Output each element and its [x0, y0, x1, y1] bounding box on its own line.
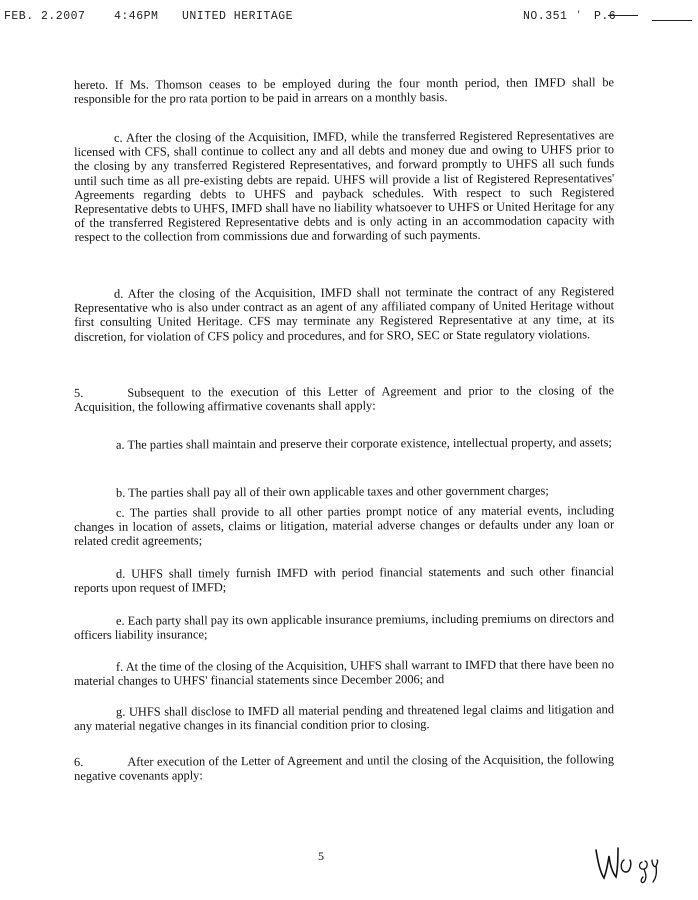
covenant-5b	[74, 483, 614, 500]
fax-number: NO.351	[523, 10, 568, 23]
covenant-5g	[74, 702, 614, 733]
paragraph-text: After execution of the Letter of Agreement and until the closing of the Acquisition, the following negative covenants apply:	[74, 752, 615, 784]
paragraph-text: The parties shall maintain and preserve their corporate existence, intellectual property, and assets;	[127, 435, 612, 452]
paragraph-label: d.	[113, 286, 124, 301]
paragraph-text: At the time of the closing of the Acquisition, UHFS shall warrant to IMFD that there have been no material changes to UHFS' financial statements since December 2006; and	[74, 657, 615, 689]
covenant-5d	[74, 564, 614, 595]
paragraph-continuation	[74, 75, 614, 106]
paragraph-text: Each party shall pay its own applicable insurance premiums, including premiums on directors and officers liability insurance;	[74, 611, 615, 643]
paragraph-text: UHFS shall timely furnish IMFD with period financial statements and such other financial reports upon request of IMFD;	[74, 564, 615, 596]
paragraph-text: The parties shall provide to all other parties prompt notice of any material events, including changes in location of assets, claims or litigation, material adverse changes or defaults under any loan or related credit agreements;	[74, 503, 615, 549]
paragraph-label: a.	[115, 437, 125, 452]
paragraph-text: hereto. If Ms. Thomson ceases to be employed during the four month period, then IMFD shall be responsible for the pro rata portion to be paid in arrears on a monthly basis.	[74, 75, 615, 107]
handwritten-initials	[590, 840, 670, 884]
paragraph-4c	[74, 128, 615, 244]
paragraph-label: g.	[115, 704, 126, 719]
section-6	[74, 752, 614, 783]
paragraph-4d	[74, 284, 614, 344]
covenant-5a	[74, 435, 614, 452]
section-5	[74, 383, 614, 414]
paragraph-label: b.	[115, 485, 126, 500]
paragraph-label: e.	[115, 613, 125, 628]
covenant-5c	[74, 503, 614, 548]
paragraph-text: After the closing of the Acquisition, IMFD, while the transferred Registered Representatives are licensed with CFS, shall continue to collect any and all debts and money due and owing to UHFS prior to the closing by any transferred Registered Representatives, and forward promptly to UHFS all such funds until such time as all pre-existing debts are repaid. UHFS will provide a list of Registered Representatives' Agreements regarding debts to UHFS and payback schedules. With respect to such Registered Representative debts to UHFS, IMFD shall have no liability whatsoever to UHFS or United Heritage for any of the transferred Registered Representative debts and is only acting in an accommodation capacity with respect to the collection from commissions due and forwarding of such payments.	[74, 128, 615, 245]
fax-sender: UNITED HERITAGE	[182, 10, 294, 23]
fax-header	[4, 10, 694, 26]
paragraph-label: c.	[115, 505, 125, 520]
paragraph-text: Subsequent to the execution of this Letter of Agreement and prior to the closing of the Acquisition, the following affirmative covenants shall apply:	[74, 383, 615, 415]
paragraph-label: d.	[115, 566, 126, 581]
section-number: 5.	[74, 385, 84, 400]
fax-tick-mark: '	[576, 10, 582, 20]
paragraph-label: c.	[113, 130, 123, 145]
fax-time: 4:46PM	[114, 10, 159, 23]
paragraph-text: UHFS shall disclose to IMFD all material pending and threatened legal claims and litigation and any material negative changes in its financial condition prior to closing.	[74, 702, 615, 734]
page-number: 5	[318, 849, 324, 863]
covenant-5e	[74, 611, 614, 642]
covenant-5f	[74, 657, 614, 688]
paragraph-label: f.	[115, 659, 124, 674]
fax-date: FEB. 2.2007	[4, 10, 86, 23]
section-number: 6.	[74, 754, 84, 769]
paragraph-text: After the closing of the Acquisition, IMFD shall not terminate the contract of any Registered Representative who is also under contract as an agent of any affiliated company of United Heritage without first consulting United Heritage. CFS may terminate any Registered Representative at any time, at its discretion, for violation of CFS policy and procedures, and for SRO, SEC or State regulatory violations.	[74, 284, 615, 344]
fax-header-rule	[652, 20, 692, 21]
fax-header-rule	[608, 15, 638, 16]
fax-page: P.6	[594, 10, 617, 23]
paragraph-text: The parties shall pay all of their own applicable taxes and other government charges;	[128, 483, 549, 500]
